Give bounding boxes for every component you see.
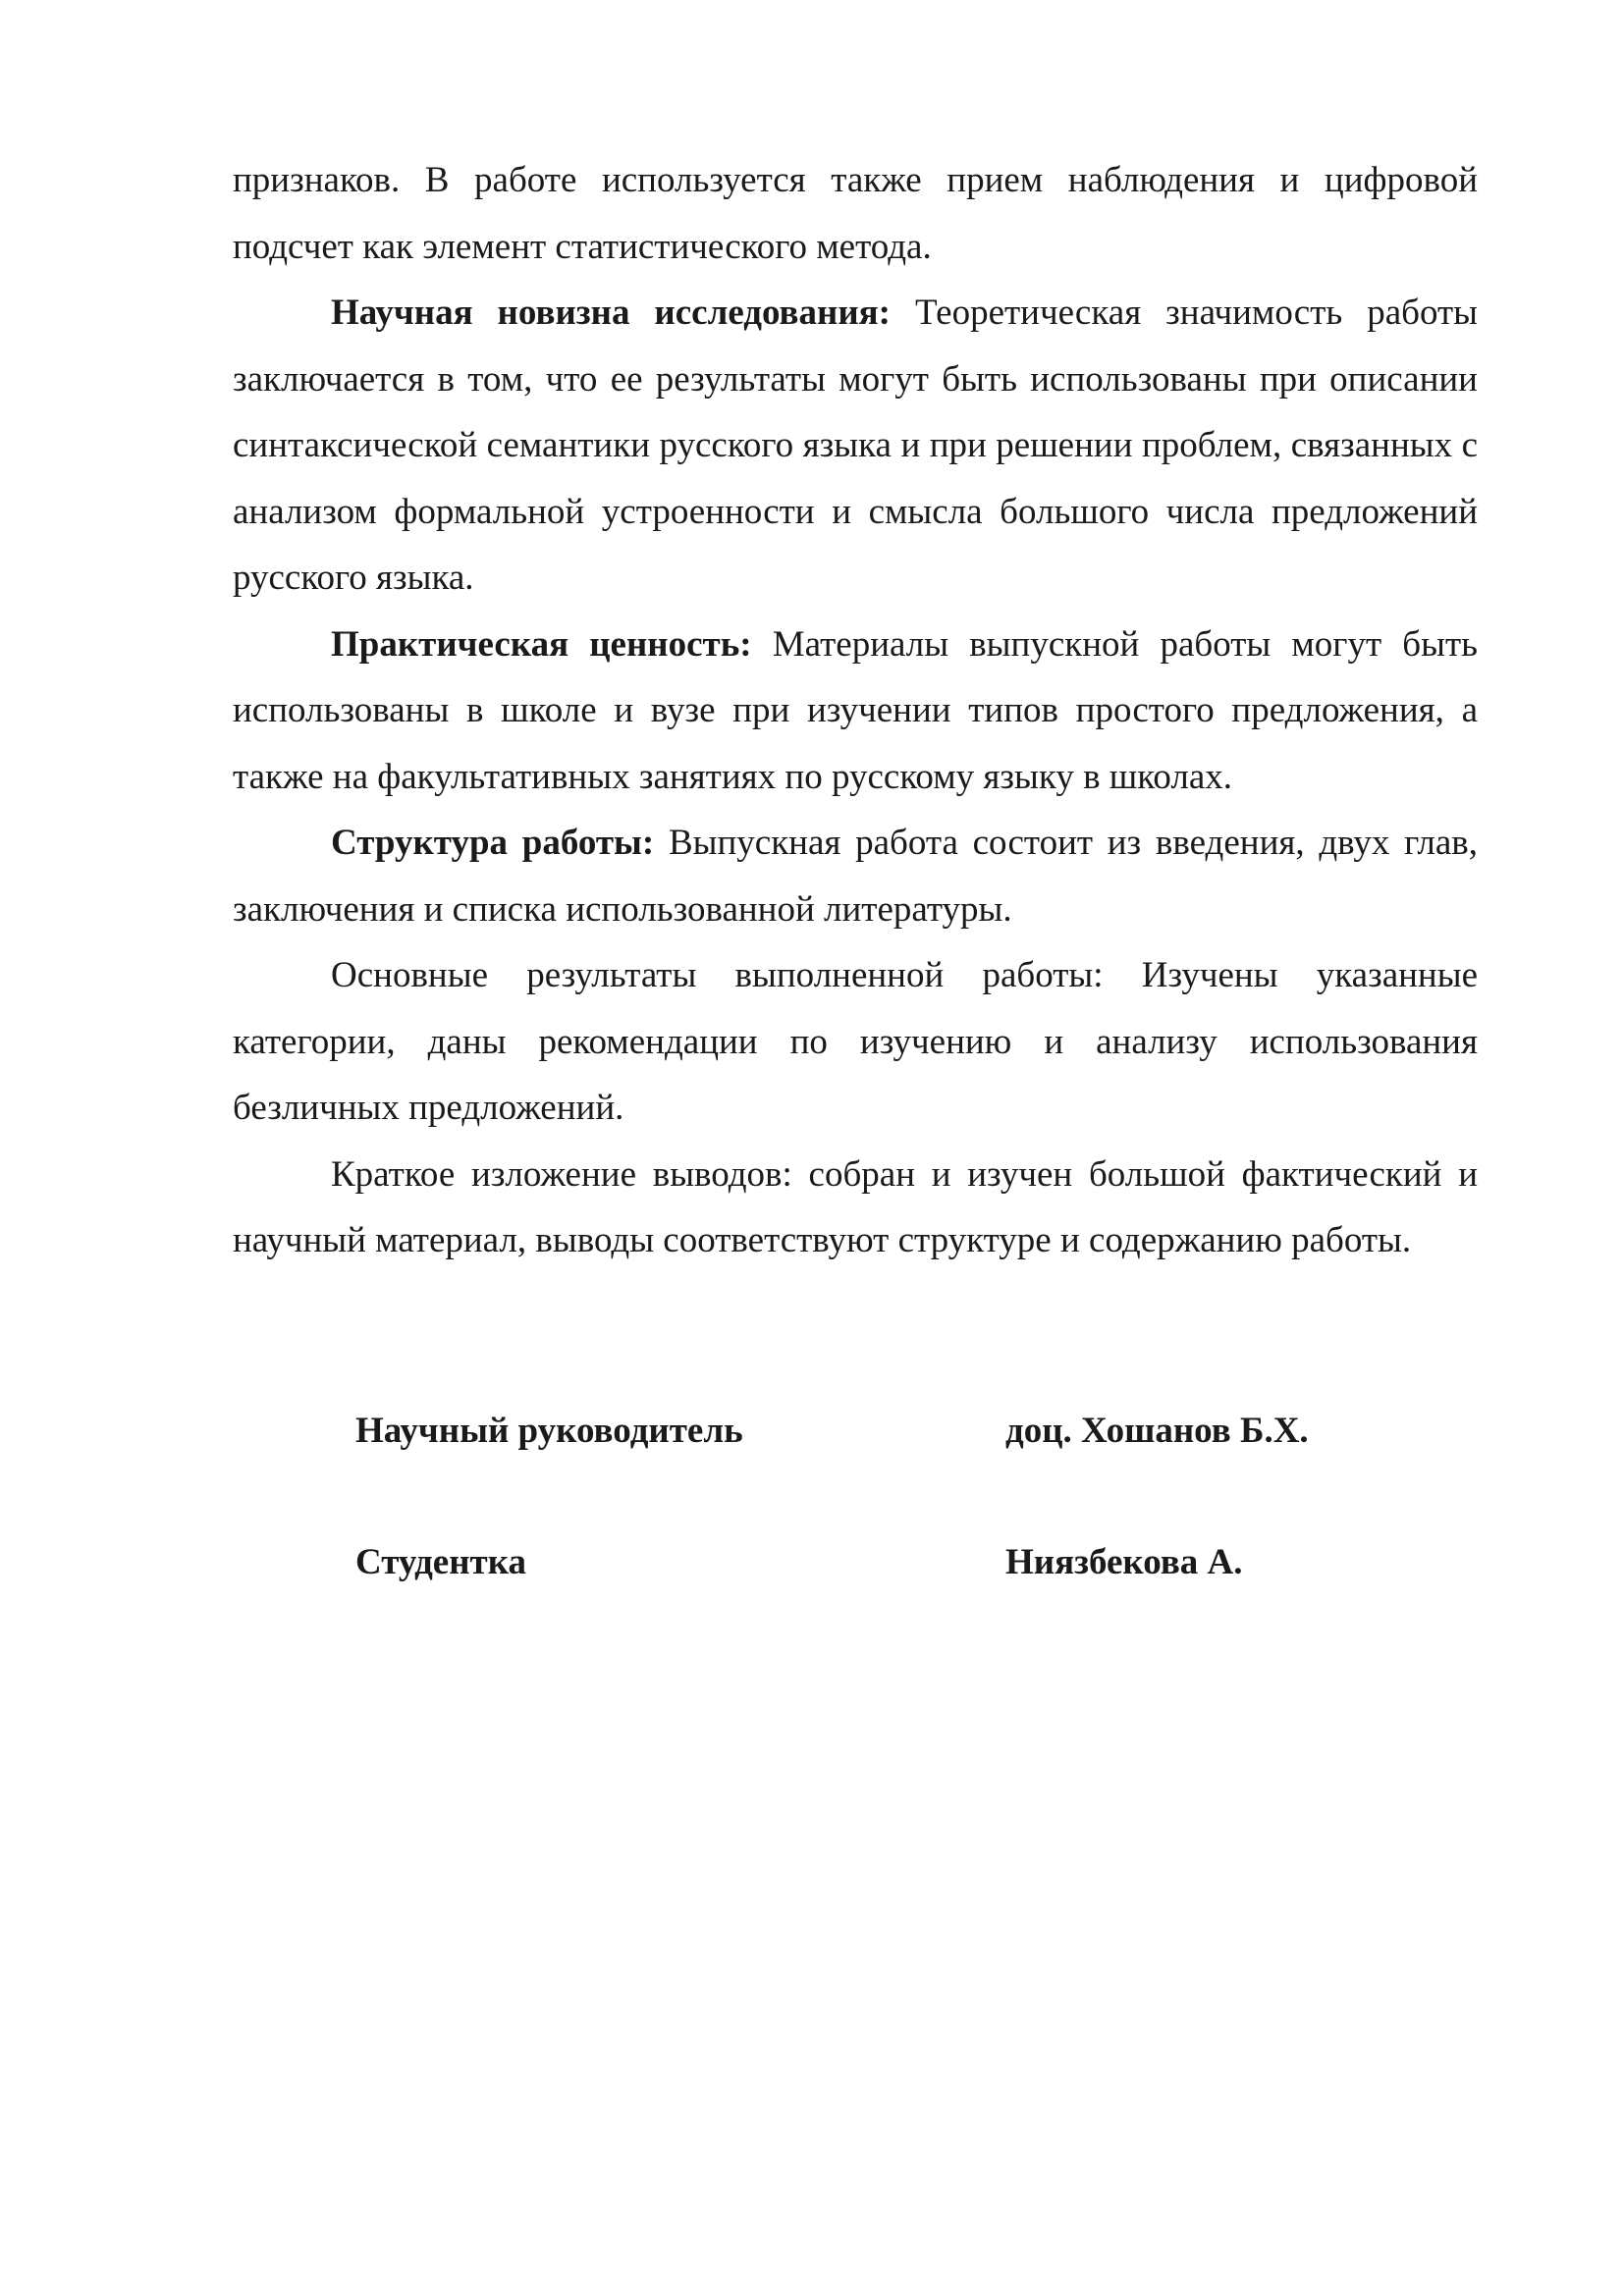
structure-text: Выпускная работа состоит из введения, двух глав, заключения и списка использованной литературы. bbox=[233, 823, 1478, 930]
paragraph-methods-continuation: признаков. В работе используется также прием наблюдения и цифровой подсчет как элемент статистического метода. bbox=[233, 160, 1478, 267]
scientific-novelty-text: Теоретическая значимость работы заключается в том, что ее результаты могут быть использованы при описании синтаксической семантики русского языка и при решении проблем, связанных с анализом формальной устроенности и смысла большого числа предложений русского языка. bbox=[233, 293, 1478, 598]
scientific-novelty-heading: Научная новизна исследования: bbox=[331, 293, 892, 333]
paragraph-structure bbox=[233, 810, 1478, 942]
document-body bbox=[233, 147, 1478, 1274]
supervisor-role: Научный руководитель bbox=[355, 1411, 743, 1451]
paragraph-conclusions: Краткое изложение выводов: собран и изучен большой фактический и научный материал, выводы соответствуют структуре и содержанию работы. bbox=[233, 1153, 1478, 1260]
paragraph-practical-value bbox=[233, 612, 1478, 811]
structure-heading: Структура работы: bbox=[331, 823, 655, 863]
student-role: Студентка bbox=[355, 1542, 526, 1582]
student-name: Ниязбекова А. bbox=[1005, 1542, 1243, 1582]
practical-value-text: Материалы выпускной работы могут быть использованы в школе и вузе при изучении типов простого предложения, а также на факультативных занятиях по русскому языку в школах. bbox=[233, 623, 1478, 797]
supervisor-name: доц. Хошанов Б.Х. bbox=[1005, 1411, 1309, 1451]
student-signature-row bbox=[355, 1541, 1435, 1600]
paragraph-main-results: Основные результаты выполненной работы: Изучены указанные категории, даны рекомендации по изучению и анализу использования безличных предложений. bbox=[233, 955, 1478, 1128]
paragraph-scientific-novelty bbox=[233, 280, 1478, 612]
supervisor-signature-row bbox=[355, 1410, 1435, 1468]
practical-value-heading: Практическая ценность: bbox=[331, 623, 752, 665]
